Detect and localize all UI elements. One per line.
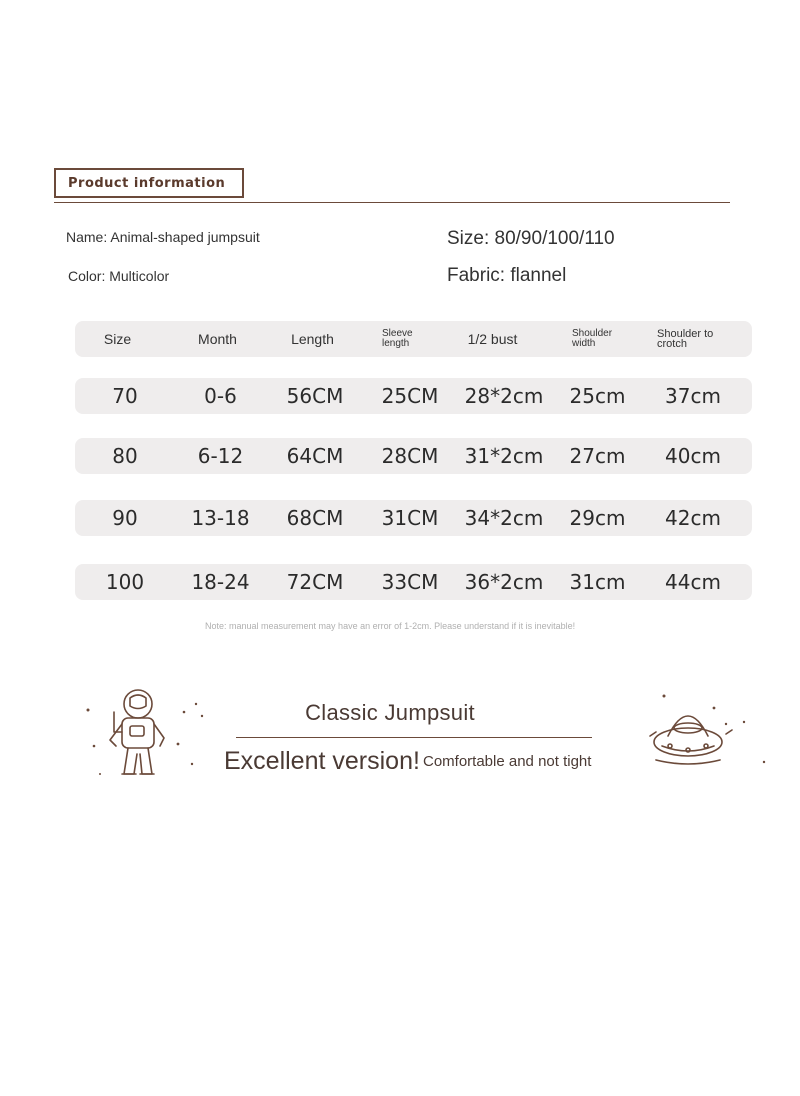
section-title: Product information (54, 168, 244, 198)
cell-crotch: 42cm (665, 506, 721, 530)
cell-size: 70 (112, 384, 138, 408)
cell-shoulder: 29cm (569, 506, 626, 530)
cell-sleeve: 31CM (381, 506, 439, 530)
cell-bust: 34*2cm (464, 506, 544, 530)
cell-crotch: 40cm (665, 444, 721, 468)
table-row (75, 378, 752, 414)
cell-crotch: 44cm (665, 570, 721, 594)
cell-bust: 36*2cm (464, 570, 544, 594)
astronaut-icon (80, 682, 220, 792)
section-divider (54, 202, 730, 203)
cell-length: 68CM (286, 506, 344, 530)
cell-month: 18-24 (191, 570, 250, 594)
promo-divider (236, 737, 592, 738)
ufo-icon (640, 686, 770, 776)
table-row (75, 438, 752, 474)
header-half-bust: 1/2 bust (467, 331, 518, 347)
header-month: Month (198, 331, 237, 347)
cell-size: 100 (105, 570, 145, 594)
header-shoulder-to-crotch: Shoulder to crotch (657, 328, 714, 350)
header-size: Size (103, 331, 132, 347)
product-name: Name: Animal-shaped jumpsuit (66, 229, 260, 245)
cell-sleeve: 33CM (381, 570, 439, 594)
cell-shoulder: 31cm (569, 570, 626, 594)
promo-headline: Excellent version! (224, 747, 420, 775)
cell-crotch: 37cm (665, 384, 721, 408)
promo-tagline: Comfortable and not tight (423, 753, 592, 770)
product-color: Color: Multicolor (68, 268, 170, 284)
cell-sleeve: 25CM (381, 384, 439, 408)
cell-length: 72CM (286, 570, 344, 594)
cell-month: 6-12 (197, 444, 244, 468)
cell-month: 0-6 (204, 384, 237, 408)
promo-title: Classic Jumpsuit (305, 700, 475, 725)
cell-length: 56CM (286, 384, 344, 408)
cell-shoulder: 25cm (569, 384, 626, 408)
cell-bust: 28*2cm (464, 384, 544, 408)
header-length: Length (291, 331, 334, 347)
cell-bust: 31*2cm (464, 444, 544, 468)
cell-length: 64CM (286, 444, 344, 468)
size-table-header (75, 321, 752, 357)
product-fabric: Fabric: flannel (447, 265, 567, 286)
cell-month: 13-18 (191, 506, 250, 530)
cell-size: 90 (112, 506, 138, 530)
product-size: Size: 80/90/100/110 (447, 228, 615, 249)
table-row (75, 564, 752, 600)
cell-size: 80 (112, 444, 138, 468)
header-shoulder-width: Shoulder width (572, 328, 613, 349)
table-row (75, 500, 752, 536)
measurement-note: Note: manual measurement may have an error of 1-2cm. Please understand if it is inevitable! (205, 621, 576, 631)
header-sleeve-length: Sleeve length (382, 328, 413, 349)
cell-sleeve: 28CM (381, 444, 439, 468)
cell-shoulder: 27cm (569, 444, 626, 468)
